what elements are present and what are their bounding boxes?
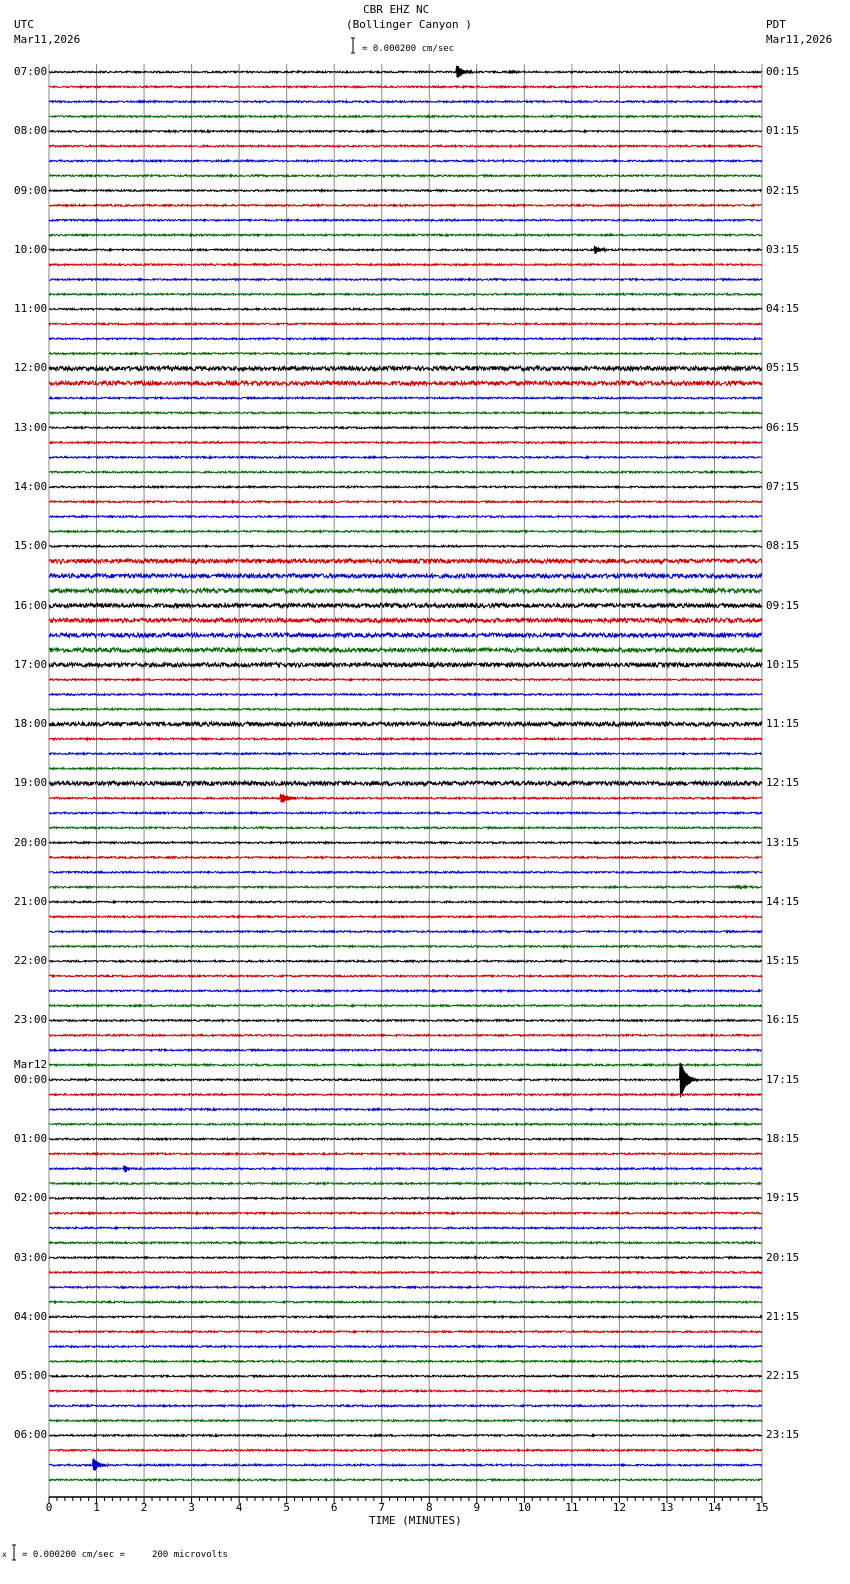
right-hour-label: 07:15 xyxy=(766,479,800,493)
trace-line xyxy=(49,722,762,726)
left-hour-label: 11:00 xyxy=(14,302,48,316)
trace-line xyxy=(49,827,762,829)
trace-line xyxy=(49,794,762,803)
trace-line xyxy=(49,1094,762,1096)
left-hour-label: 21:00 xyxy=(14,894,48,908)
trace-line xyxy=(49,323,762,325)
trace-line xyxy=(49,1405,762,1407)
left-hour-label: 13:00 xyxy=(14,420,48,434)
trace-line xyxy=(49,1286,762,1288)
left-hour-label: 04:00 xyxy=(14,1309,48,1323)
right-hour-label: 10:15 xyxy=(766,657,800,671)
trace-line xyxy=(49,1034,762,1036)
trace-line xyxy=(49,559,762,563)
trace-line xyxy=(49,663,762,667)
chart-subtitle: (Bollinger Canyon ) xyxy=(346,18,472,31)
trace-line xyxy=(49,589,762,593)
x-tick-label: 11 xyxy=(565,1501,579,1514)
trace-line xyxy=(49,66,762,78)
trace-line xyxy=(49,574,762,578)
left-hour-label: 05:00 xyxy=(14,1369,48,1383)
trace-line xyxy=(49,1138,762,1140)
left-hour-label: 14:00 xyxy=(14,479,48,493)
right-hour-label: 17:15 xyxy=(766,1072,800,1086)
trace-line xyxy=(49,366,762,370)
left-timezone: UTC xyxy=(14,18,34,31)
left-hour-label: 22:00 xyxy=(14,954,48,968)
trace-line xyxy=(49,516,762,518)
x-tick-label: 5 xyxy=(283,1501,290,1514)
left-hour-label: 09:00 xyxy=(14,183,48,197)
right-hour-label: 16:15 xyxy=(766,1013,800,1027)
trace-line xyxy=(49,1459,762,1471)
trace-line xyxy=(49,442,762,444)
trace-line xyxy=(49,633,762,637)
trace-line xyxy=(49,531,762,533)
trace-line xyxy=(49,1420,762,1422)
x-tick-label: 0 xyxy=(45,1501,53,1514)
x-tick-label: 8 xyxy=(425,1501,433,1514)
right-hour-label: 01:15 xyxy=(766,124,800,138)
x-tick-label: 9 xyxy=(473,1501,481,1514)
trace-line xyxy=(49,1183,762,1185)
right-hour-label: 00:15 xyxy=(766,65,800,78)
right-hour-label: 14:15 xyxy=(766,894,800,908)
trace-line xyxy=(49,812,762,814)
scale-label: = 0.000200 cm/sec xyxy=(362,44,455,54)
trace-line xyxy=(49,931,762,933)
x-tick-label: 4 xyxy=(235,1501,243,1514)
trace-line xyxy=(49,293,762,295)
trace-line xyxy=(49,1165,762,1172)
trace-line xyxy=(49,871,762,873)
trace-line xyxy=(49,412,762,414)
left-hour-label: 10:00 xyxy=(14,242,48,256)
trace-line xyxy=(49,234,762,236)
trace-line xyxy=(49,1197,762,1199)
x-tick-label: 3 xyxy=(188,1501,195,1514)
right-hour-label: 05:15 xyxy=(766,361,800,375)
x-tick-label: 6 xyxy=(330,1501,338,1514)
right-hour-label: 18:15 xyxy=(766,1132,800,1146)
trace-line xyxy=(49,338,762,340)
right-hour-label: 19:15 xyxy=(766,1191,800,1205)
trace-line xyxy=(49,1316,762,1318)
right-hour-label: 23:15 xyxy=(766,1428,800,1442)
left-hour-label: 07:00 xyxy=(14,65,48,78)
trace-line xyxy=(49,960,762,962)
x-tick-label: 7 xyxy=(378,1501,386,1514)
trace-line xyxy=(49,545,762,547)
trace-line xyxy=(49,1049,762,1051)
trace-line xyxy=(49,1360,762,1362)
trace-line xyxy=(49,471,762,473)
trace-line xyxy=(49,603,762,607)
right-hour-label: 11:15 xyxy=(766,717,800,731)
x-tick-label: 15 xyxy=(755,1501,769,1514)
left-hour-label: 20:00 xyxy=(14,835,48,849)
trace-line xyxy=(49,308,762,310)
trace-line xyxy=(49,486,762,488)
trace-line xyxy=(49,1005,762,1007)
trace-line xyxy=(49,738,762,740)
left-hour-label: 17:00 xyxy=(14,657,48,671)
left-date: Mar11,2026 xyxy=(14,33,81,46)
trace-line xyxy=(49,1257,762,1259)
footer-scale-label: = 0.000200 cm/sec = 200 microvolts xyxy=(22,1550,228,1560)
trace-line xyxy=(49,205,762,207)
trace-line xyxy=(49,679,762,681)
x-tick-label: 12 xyxy=(612,1501,627,1514)
trace-line xyxy=(49,1301,762,1303)
right-hour-label: 08:15 xyxy=(766,539,800,553)
trace-line xyxy=(49,781,762,785)
left-hour-label: 15:00 xyxy=(14,539,48,553)
right-hour-label: 06:15 xyxy=(766,420,800,434)
trace-line xyxy=(49,1212,762,1214)
left-hour-label: 08:00 xyxy=(14,124,48,138)
trace-line xyxy=(49,1375,762,1377)
x-tick-label: 1 xyxy=(93,1501,100,1514)
x-tick-label: 2 xyxy=(140,1501,148,1514)
trace-line xyxy=(49,648,762,652)
right-hour-label: 20:15 xyxy=(766,1250,800,1264)
trace-line xyxy=(49,427,762,429)
trace-line xyxy=(49,353,762,355)
x-tick-label: 10 xyxy=(517,1501,531,1514)
left-hour-label: 00:00 xyxy=(14,1072,48,1086)
x-tick-label: 13 xyxy=(660,1501,674,1514)
trace-line xyxy=(49,618,762,622)
trace-line xyxy=(49,1346,762,1348)
trace-line xyxy=(49,1064,762,1066)
trace-line xyxy=(49,753,762,755)
trace-line xyxy=(49,456,762,458)
right-hour-label: 03:15 xyxy=(766,242,800,256)
footer-prefix: x xyxy=(2,1550,7,1559)
scale-bar-icon xyxy=(351,38,355,53)
trace-line xyxy=(49,1479,762,1481)
right-hour-label: 22:15 xyxy=(766,1369,800,1383)
left-hour-label: 23:00 xyxy=(14,1013,48,1027)
right-hour-label: 12:15 xyxy=(766,776,800,790)
trace-line xyxy=(49,1109,762,1111)
trace-line xyxy=(49,219,762,221)
trace-line xyxy=(49,946,762,948)
footer-scale-bar-icon xyxy=(12,1545,16,1560)
trace-line xyxy=(49,145,762,147)
trace-line xyxy=(49,842,762,844)
left-hour-label: 18:00 xyxy=(14,717,48,731)
trace-line xyxy=(49,160,762,162)
trace-line xyxy=(49,1435,762,1437)
trace-line xyxy=(49,175,762,177)
trace-line xyxy=(49,990,762,992)
left-hour-label: 16:00 xyxy=(14,598,48,612)
trace-line xyxy=(49,857,762,859)
trace-line xyxy=(49,1153,762,1155)
trace-line xyxy=(49,1020,762,1022)
trace-line xyxy=(49,1242,762,1244)
trace-line xyxy=(49,975,762,977)
trace-line xyxy=(49,1331,762,1333)
trace-line xyxy=(49,885,762,888)
left-hour-label: 01:00 xyxy=(14,1132,48,1146)
left-hour-label: 06:00 xyxy=(14,1428,48,1442)
left-hour-label: 19:00 xyxy=(14,776,48,790)
trace-line xyxy=(49,901,762,903)
left-hour-label: 03:00 xyxy=(14,1250,48,1264)
left-hour-label: 02:00 xyxy=(14,1191,48,1205)
trace-line xyxy=(49,1390,762,1392)
trace-line xyxy=(49,916,762,918)
trace-line xyxy=(49,501,762,503)
trace-line xyxy=(49,1272,762,1274)
trace-line xyxy=(49,116,762,118)
date-change-label: Mar12 xyxy=(14,1057,48,1071)
right-hour-label: 09:15 xyxy=(766,598,800,612)
right-hour-label: 21:15 xyxy=(766,1309,800,1323)
x-axis-label: TIME (MINUTES) xyxy=(369,1514,462,1527)
trace-line xyxy=(49,130,762,132)
trace-line xyxy=(49,694,762,696)
right-hour-label: 02:15 xyxy=(766,183,800,197)
trace-line xyxy=(49,1123,762,1125)
trace-line xyxy=(49,279,762,281)
trace-line xyxy=(49,264,762,266)
right-date: Mar11,2026 xyxy=(766,33,833,46)
trace-line xyxy=(49,1449,762,1451)
trace-line xyxy=(49,1063,762,1098)
right-hour-label: 13:15 xyxy=(766,835,800,849)
trace-line xyxy=(49,397,762,399)
left-hour-label: 12:00 xyxy=(14,361,48,375)
trace-line xyxy=(49,708,762,710)
trace-line xyxy=(49,381,762,385)
x-tick-label: 14 xyxy=(707,1501,722,1514)
trace-line xyxy=(49,190,762,192)
right-timezone: PDT xyxy=(766,18,786,31)
trace-line xyxy=(49,1227,762,1229)
trace-line xyxy=(49,101,762,103)
trace-line xyxy=(49,768,762,770)
right-hour-label: 04:15 xyxy=(766,302,800,316)
trace-line xyxy=(49,86,762,88)
trace-line xyxy=(49,246,762,254)
chart-title: CBR EHZ NC xyxy=(363,3,430,16)
right-hour-label: 15:15 xyxy=(766,954,800,968)
